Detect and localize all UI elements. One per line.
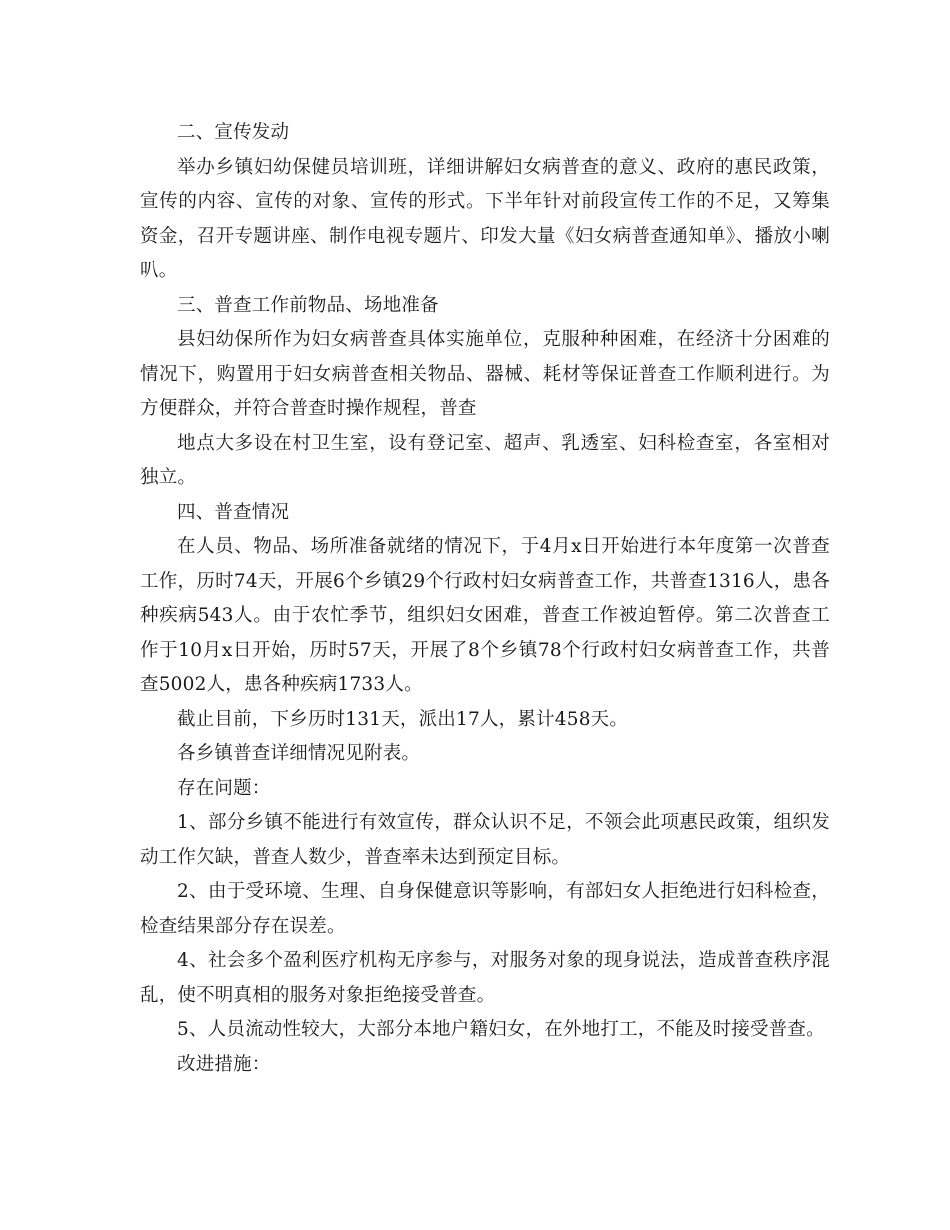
section-heading-preparation: 三、普查工作前物品、场地准备 <box>177 294 439 316</box>
section-heading-publicity: 二、宣传发动 <box>177 122 290 143</box>
problem-item-4: 4、社会多个盈利医疗机构无序参与，对服务对象的现身说法，造成普查秩序混乱，使不明真相的服务对象拒绝接受普查。 <box>140 950 830 1006</box>
paragraph-preparation: 县妇幼保所作为妇女病普查具体实施单位，克服种种困难，在经济十分困难的情况下，购置用于妇女病普查相关物品、器械、耗材等保证普查工作顺利进行。为方便群众，并符合普查时操作规程，普查 <box>140 329 830 419</box>
document-body <box>140 116 830 1082</box>
problem-item-2: 2、由于受环境、生理、自身保健意识等影响，有部妇女人拒绝进行妇科检查，检查结果部分存在误差。 <box>140 881 830 937</box>
problem-item-1: 1、部分乡镇不能进行有效宣传，群众认识不足，不领会此项惠民政策，组织发动工作欠缺，普查人数少，普查率未达到预定目标。 <box>140 812 830 868</box>
paragraph-publicity: 举办乡镇妇幼保健员培训班，详细讲解妇女病普查的意义、政府的惠民政策，宣传的内容、宣传的对象、宣传的形式。下半年针对前段宣传工作的不足，又筹集资金，召开专题讲座、制作电视专题片、印发大量《妇女病普查通知单》、播放小喇叭。 <box>140 156 830 281</box>
paragraph-locations: 地点大多设在村卫生室，设有登记室、超声、乳透室、妇科检查室，各室相对独立。 <box>140 432 830 488</box>
section-heading-survey: 四、普查情况 <box>177 501 290 523</box>
paragraph-survey: 在人员、物品、场所准备就绪的情况下，于4月x日开始进行本年度第一次普查工作，历时74天，开展6个乡镇29个行政村妇女病普查工作，共普查1316人，患各种疾病543人。由于农忙季节，组织妇女困难，普查工作被迫暂停。第二次普查工作于10月x日开始，历时57天，开展了8个乡镇78个行政村妇女病普查工作，共普查5002人，患各种疾病1733人。 <box>140 536 830 695</box>
paragraph-appendix-note: 各乡镇普查详细情况见附表。 <box>177 743 421 764</box>
paragraph-totals: 截止目前，下乡历时131天，派出17人，累计458天。 <box>177 708 629 730</box>
section-heading-improvements: 改进措施： <box>177 1053 271 1075</box>
problem-item-5: 5、人员流动性较大，大部分本地户籍妇女，在外地打工，不能及时接受普查。 <box>177 1019 825 1040</box>
section-heading-problems: 存在问题： <box>177 777 271 799</box>
